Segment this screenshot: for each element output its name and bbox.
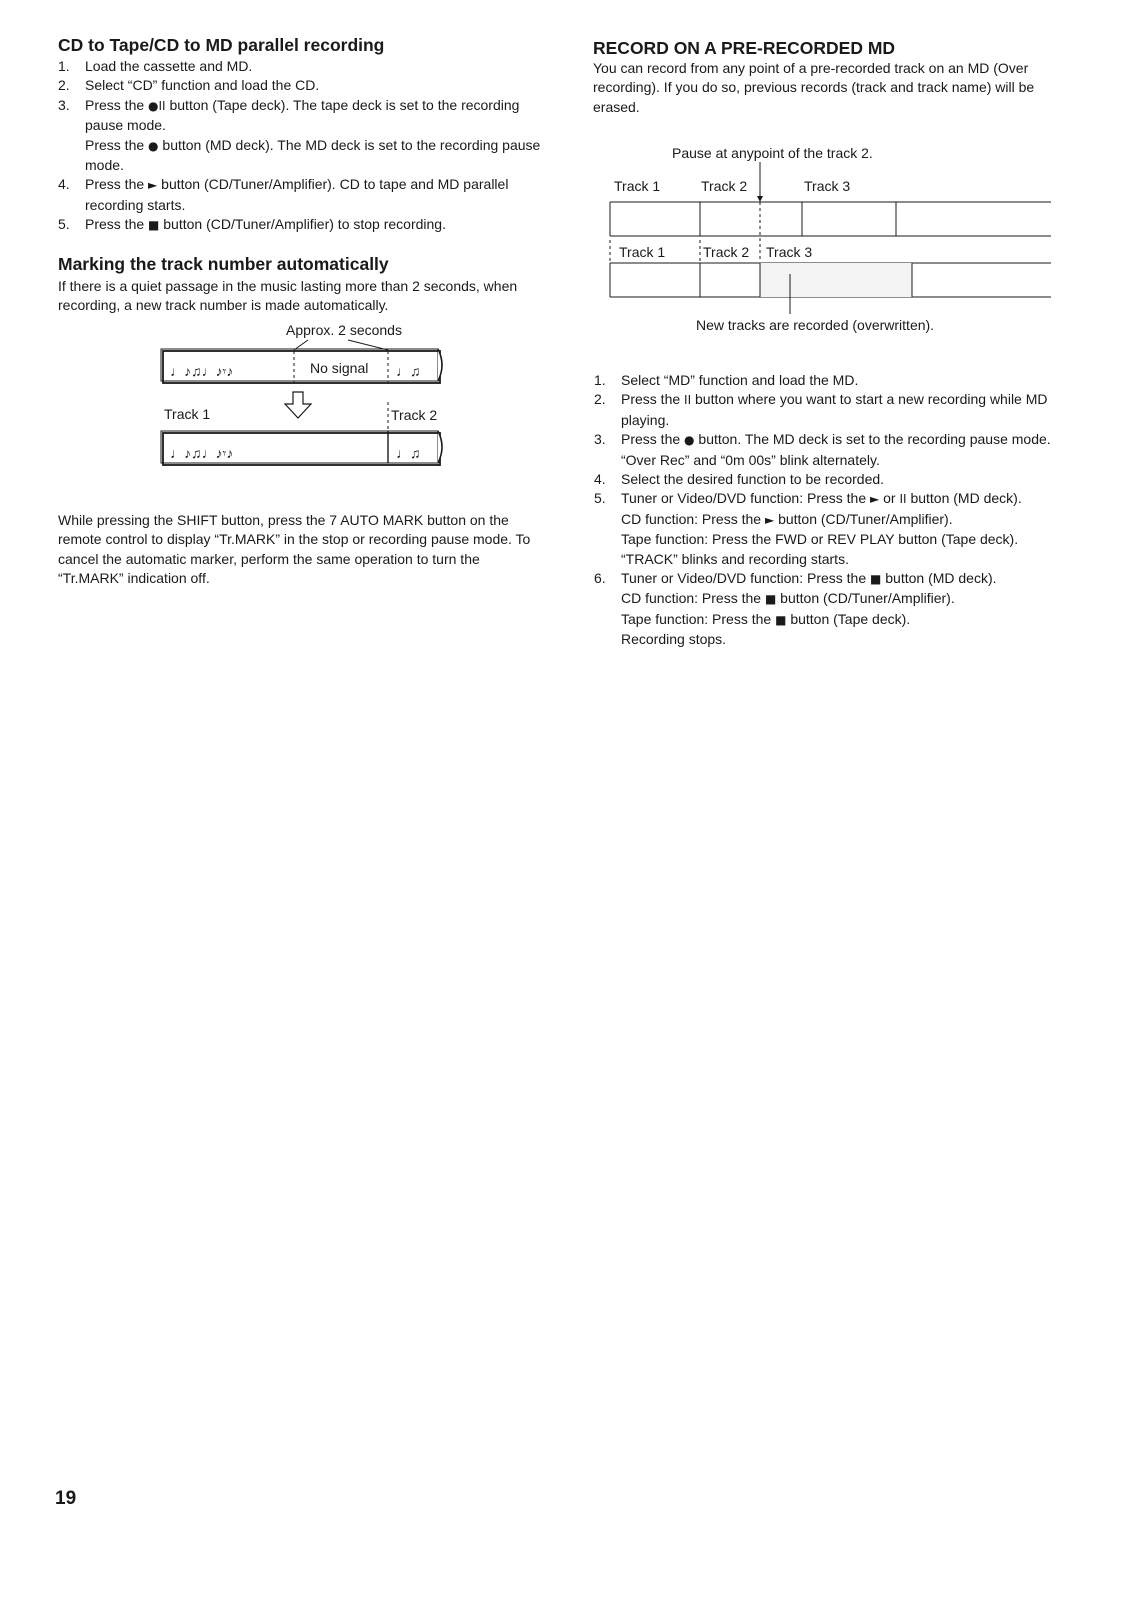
original-md-strip: [610, 202, 1051, 236]
track1-label: Track 1: [619, 244, 666, 260]
section-title-auto-track-marking: Marking the track number automatically: [58, 253, 389, 274]
pause-icon: II: [899, 492, 907, 507]
upper-tape-strip: [161, 349, 442, 383]
list-item: 1. Select “MD” function and load the MD.: [594, 372, 859, 388]
list-item: 6. Tuner or Video/DVD function: Press the ■ button (MD deck). CD function: Press the ■ button (CD/Tuner/Amplifier). Tape function: Press the ■ button (Tape deck). Recording stops.: [594, 570, 997, 648]
list-item: 2. Select “CD” function and load the CD.: [58, 77, 320, 94]
list-item: 3. Press the ●II button (Tape deck). The tape deck is set to the recording pause mode. Press the ● button (MD deck). The MD deck is set to the recording pause mode.: [58, 96, 541, 174]
list-item: 2. Press the II button where you want to start a new recording while MD playing.: [594, 391, 1048, 428]
track2-label: Track 2: [391, 407, 438, 423]
track1-label: Track 1: [164, 406, 211, 422]
overwritten-md-strip: [610, 263, 1051, 297]
list-item: 1. Load the cassette and MD.: [58, 58, 253, 74]
no-signal-label: No signal: [310, 360, 369, 376]
auto-track-marking-diagram: [160, 320, 460, 480]
over-recording-steps: [594, 371, 1084, 650]
new-track-region: [760, 263, 912, 297]
track1-label: Track 1: [614, 178, 661, 194]
music-notes-track2: ♩♫: [396, 363, 421, 379]
left-column: [58, 34, 548, 315]
play-icon: ►: [870, 492, 880, 507]
stop-icon: ■: [764, 592, 777, 607]
music-notes-track1: ♩♪♫♩♪𝄾♪: [170, 363, 234, 379]
record-icon: ●: [684, 433, 695, 448]
track2-label: Track 2: [703, 244, 750, 260]
over-recording-intro: You can record from any point of a pre-recorded track on an MD (Over recording). If you do so, previous records (track and track name) will be erased.: [593, 60, 1035, 115]
new-tracks-label: New tracks are recorded (overwritten).: [696, 317, 935, 333]
record-pause-icon: ●II: [148, 98, 166, 113]
list-item: 5. Press the ■ button (CD/Tuner/Amplifier) to stop recording.: [58, 216, 446, 233]
section-title-over-recording: RECORD ON A PRE-RECORDED MD: [593, 38, 896, 58]
auto-marking-intro: If there is a quiet passage in the music lasting more than 2 seconds, when recording, a new track number is made automatically.: [58, 277, 518, 314]
arrow-down-icon: [757, 196, 763, 202]
track3-label: Track 3: [766, 244, 813, 260]
page-number: 19: [55, 1488, 77, 1509]
list-item: 4. Select the desired function to be recorded.: [594, 471, 885, 488]
pause-icon: II: [684, 393, 692, 408]
stop-icon: ■: [148, 218, 160, 233]
over-recording-diagram: [606, 140, 1056, 340]
pause-point-label: Pause at anypoint of the track 2.: [672, 145, 873, 161]
music-notes-track1: ♩♪♫♩♪𝄾♪: [170, 445, 234, 461]
record-icon: ●: [148, 138, 159, 153]
right-column: [593, 37, 1083, 117]
track3-label: Track 3: [804, 178, 851, 194]
auto-mark-instructions: While pressing the SHIFT button, press the 7 AUTO MARK button on the remote control to display “Tr.MARK” in the stop or recording pause mode. To cancel the automatic marker, perform the same operation to turn the “Tr.MARK” indication off.: [58, 512, 531, 587]
stop-icon: ■: [870, 572, 882, 587]
list-item: 5. Tuner or Video/DVD function: Press the ► or II button (MD deck). CD function: Press the ► button (CD/Tuner/Amplifier). Tape function: Press the FWD or REV PLAY button (Tape deck). “TRACK” blinks and recording starts.: [594, 490, 1022, 567]
music-notes-track2: ♩♫: [396, 445, 421, 461]
approx-seconds-label: Approx. 2 seconds: [286, 322, 402, 338]
stop-icon: ■: [775, 612, 787, 627]
play-icon: ►: [148, 178, 158, 193]
list-item: 3. Press the ● button. The MD deck is set to the recording pause mode. “Over Rec” and “0m 00s” blink alternately.: [594, 431, 1051, 468]
section-title-parallel-recording: CD to Tape/CD to MD parallel recording: [58, 35, 385, 55]
down-arrow-icon: [285, 392, 311, 418]
track2-label: Track 2: [701, 178, 748, 194]
play-icon: ►: [764, 512, 775, 527]
lower-tape-strip: [161, 431, 442, 465]
parallel-recording-steps: [58, 57, 548, 236]
list-item: 4. Press the ► button (CD/Tuner/Amplifier). CD to tape and MD parallel recording starts.: [58, 176, 509, 213]
